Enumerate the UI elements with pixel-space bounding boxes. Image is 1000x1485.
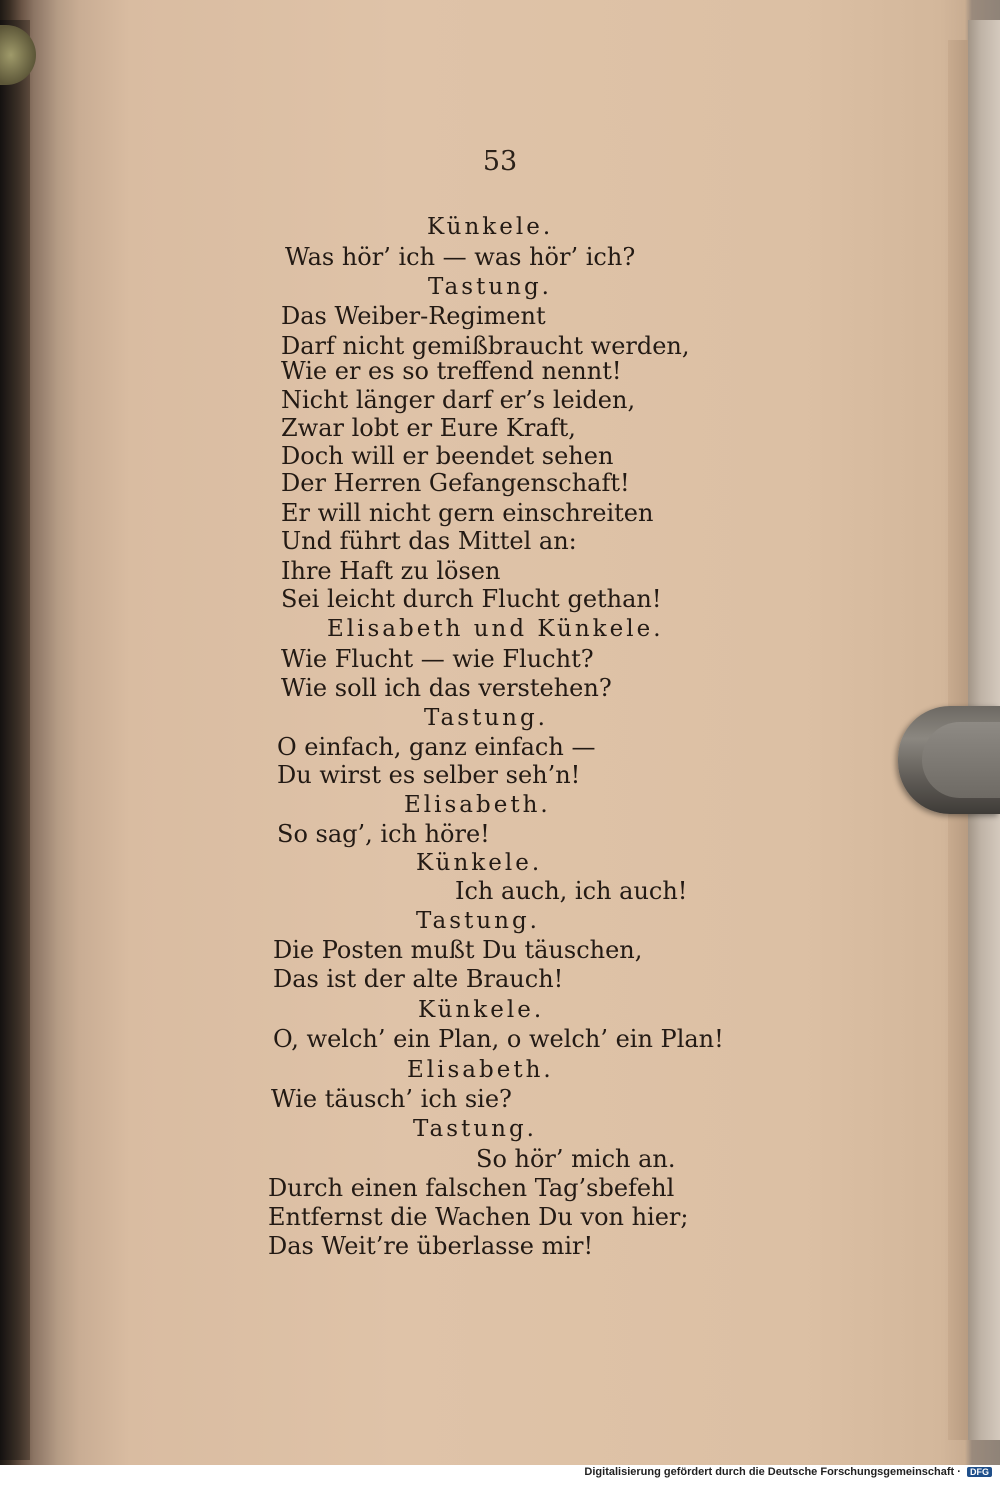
verse-line: Der Herren Gefangenschaft!	[281, 469, 630, 497]
verse-line: Sei leicht durch Flucht gethan!	[281, 585, 662, 613]
verse-line: Ich auch, ich auch!	[455, 877, 688, 905]
verse-line: Wie er es so treffend nennt!	[281, 357, 622, 385]
verse-line: Du wirst es selber seh’n!	[277, 761, 581, 789]
speaker-heading: Elisabeth.	[407, 1057, 554, 1083]
verse-line: Wie täusch’ ich sie?	[271, 1085, 512, 1113]
verse-line: Er will nicht gern einschreiten	[281, 499, 654, 527]
speaker-heading: Künkele.	[427, 214, 554, 240]
verse-line: Darf nicht gemißbraucht werden,	[281, 332, 690, 360]
verse-line: Nicht länger darf er’s leiden,	[281, 386, 636, 414]
speaker-heading: Tastung.	[413, 1116, 537, 1142]
verse-line: So sag’, ich höre!	[277, 820, 490, 848]
verse-line: Das Weiber-Regiment	[281, 302, 546, 330]
verse-line: Ihre Haft zu lösen	[281, 557, 501, 585]
speaker-heading: Tastung.	[416, 908, 540, 934]
verse-line: Das ist der alte Brauch!	[273, 965, 564, 993]
verse-line: Wie Flucht — wie Flucht?	[281, 645, 594, 673]
page-number: 53	[482, 146, 518, 177]
speaker-heading: Künkele.	[416, 850, 543, 876]
dfg-logo: DFG	[967, 1467, 992, 1477]
verse-line: Doch will er beendet sehen	[281, 442, 614, 470]
verse-line: Und führt das Mittel an:	[281, 527, 577, 555]
verse-line: Wie soll ich das verstehen?	[281, 674, 612, 702]
verse-line: Das Weit’re überlasse mir!	[268, 1232, 594, 1260]
speaker-heading: Elisabeth.	[404, 792, 551, 818]
footer-credit: Digitalisierung gefördert durch die Deutsche Forschungsgemeinschaft · DFG	[584, 1466, 992, 1478]
verse-line: Was hör’ ich — was hör’ ich?	[285, 243, 636, 271]
verse-line: Durch einen falschen Tag’sbefehl	[268, 1174, 675, 1202]
verse-line: O, welch’ ein Plan, o welch’ ein Plan!	[273, 1025, 724, 1053]
speaker-heading: Künkele.	[418, 997, 545, 1023]
speaker-heading: Tastung.	[428, 274, 552, 300]
speaker-heading: Tastung.	[424, 705, 548, 731]
footer-credit-text: Digitalisierung gefördert durch die Deutsche Forschungsgemeinschaft	[584, 1466, 955, 1478]
verse-line: Entfernst die Wachen Du von hier;	[268, 1203, 689, 1231]
verse-line: Zwar lobt er Eure Kraft,	[281, 414, 576, 442]
verse-line: Die Posten mußt Du täuschen,	[273, 936, 643, 964]
verse-line: O einfach, ganz einfach —	[277, 733, 596, 761]
speaker-heading: Elisabeth und Künkele.	[327, 616, 664, 642]
verse-line: So hör’ mich an.	[476, 1145, 676, 1173]
